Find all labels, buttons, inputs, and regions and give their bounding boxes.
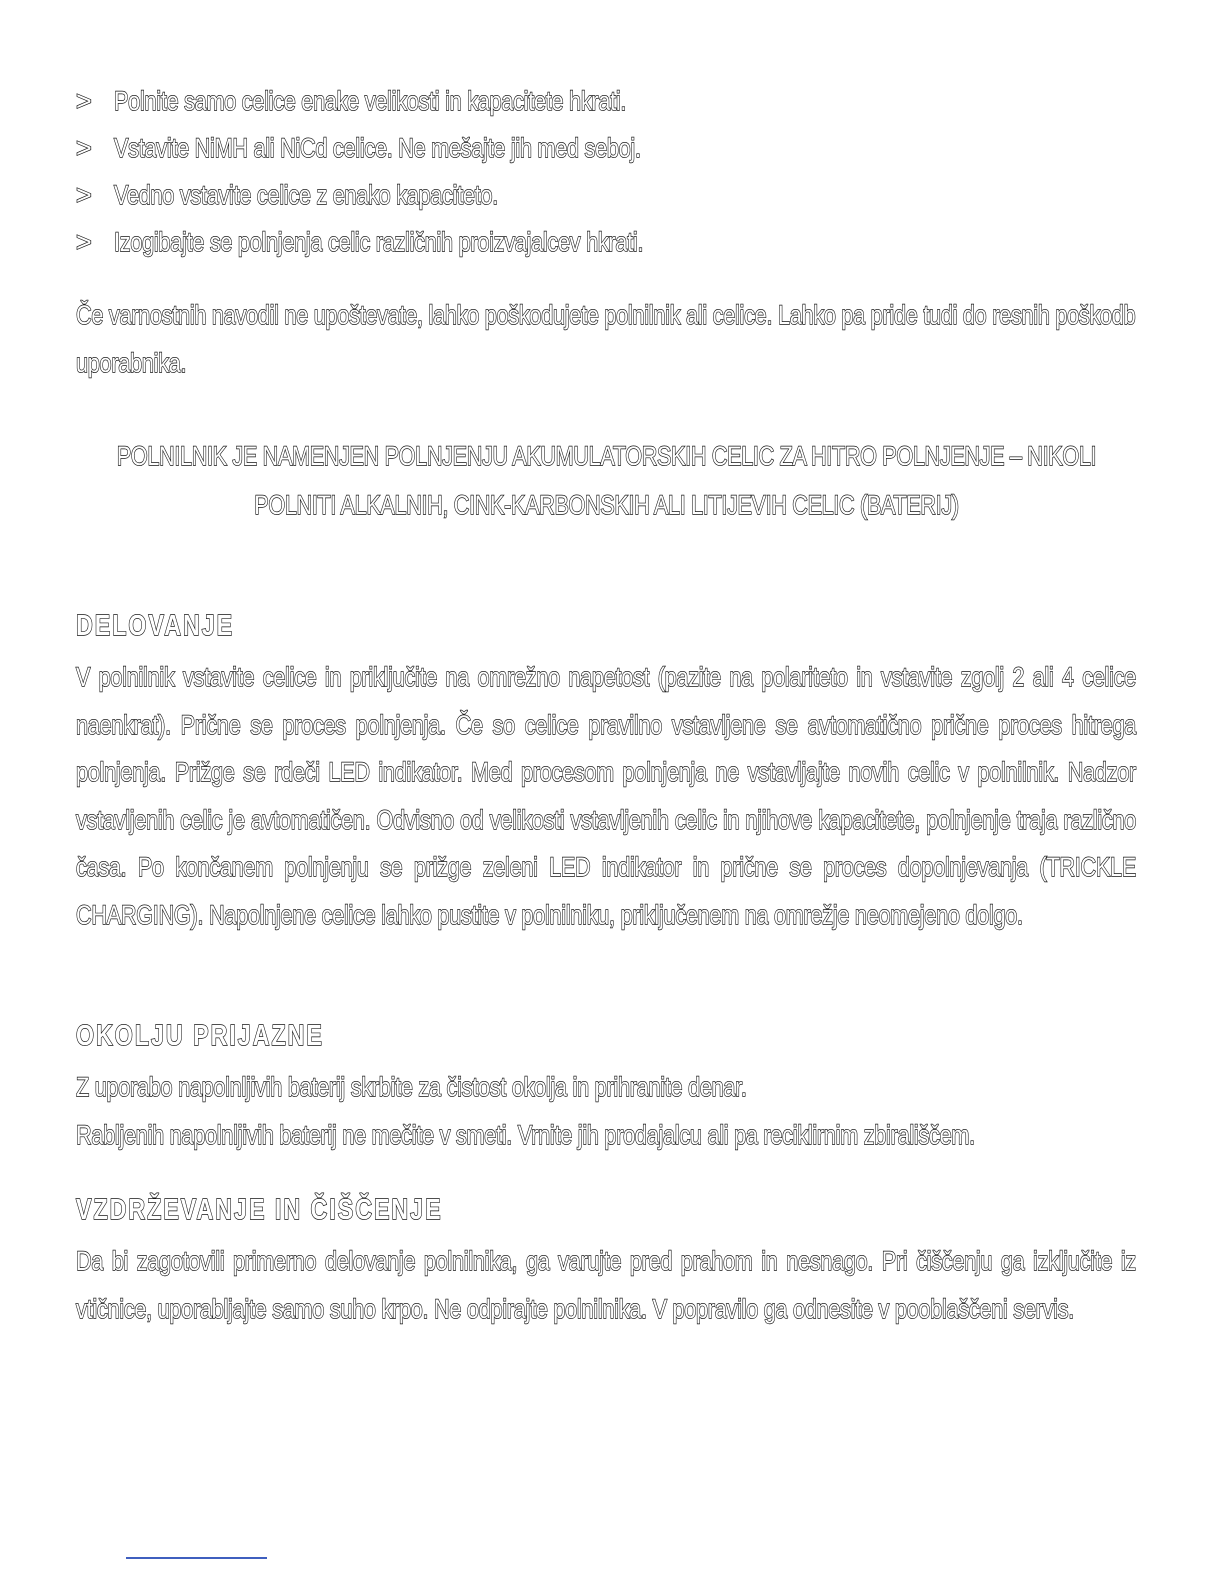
environment-line-1: Z uporabo napolnljivih baterij skrbite za čistost okolja in prihranite denar. (76, 1072, 747, 1102)
bullet-marker: > (76, 86, 92, 116)
safety-note: Če varnostnih navodil ne upoštevate, lahko poškodujete polnilnik ali celice. Lahko pa pride tudi do resnih poškodb uporabnika. (76, 300, 1136, 378)
bullet-marker: > (76, 133, 92, 163)
list-item (76, 84, 1136, 131)
maintenance-body: Da bi zagotovili primerno delovanje polnilnika, ga varujte pred prahom in nesnago. Pri čiščenju ga izključite iz vtičnice, uporabljajte samo suho krpo. Ne odpirajte polnilnika. V popravilo ga odnesite v pooblaščeni servis. (76, 1246, 1136, 1324)
list-item (76, 178, 1136, 225)
list-item-text: Izogibajte se polnjenja celic različnih proizvajalcev hkrati. (114, 227, 644, 257)
environment-line-2: Rabljenih napolnljivih baterij ne mečite v smeti. Vrnite jih prodajalcu ali pa reciklirnim zbirališčem. (76, 1120, 975, 1150)
operation-body: V polnilnik vstavite celice in priključite na omrežno napetost (pazite na polariteto in vstavite zgolj 2 ali 4 celice naenkrat). Prične se proces polnjenja. Če so celice pravilno vstavljene se avtomatično prične proces hitrega polnjenja. Prižge se rdeči LED indikator. Med procesom polnjenja ne vstavljajte novih celic v polnilnik. Nadzor vstavljenih celic je avtomatičen. Odvisno od velikosti vstavljenih celic in njihove kapacitete, polnjenje traja različno časa. Po končanem polnjenju se prižge zeleni LED indikator in prične se proces dopolnjevanja (TRICKLE CHARGING). Napolnjene celice lahko pustite v polnilniku, priključenem na omrežje neomejeno dolgo. (76, 662, 1136, 930)
section-heading-environment: OKOLJU PRIJAZNE (76, 1020, 324, 1052)
list-item-text: Vedno vstavite celice z enako kapaciteto. (114, 180, 499, 210)
list-item (76, 131, 1136, 178)
bullet-marker: > (76, 180, 92, 210)
list-item (76, 225, 1136, 272)
footnote-divider (126, 1557, 267, 1559)
section-heading-operation: DELOVANJE (76, 610, 235, 642)
precaution-list (76, 84, 1136, 272)
bullet-marker: > (76, 227, 92, 257)
warning-text: POLNILNIK JE NAMENJEN POLNJENJU AKUMULATORSKIH CELIC ZA HITRO POLNJENJE – NIKOLI POLNITI ALKALNIH, CINK-KARBONSKIH ALI LITIJEVIH CELIC (BATERIJ) (116, 441, 1097, 520)
list-item-text: Polnite samo celice enake velikosti in kapacitete hkrati. (114, 86, 627, 116)
warning-block (76, 432, 1136, 530)
list-item-text: Vstavite NiMH ali NiCd celice. Ne mešajte jih med seboj. (114, 133, 641, 163)
section-heading-maintenance: VZDRŽEVANJE IN ČIŠČENJE (76, 1194, 443, 1226)
